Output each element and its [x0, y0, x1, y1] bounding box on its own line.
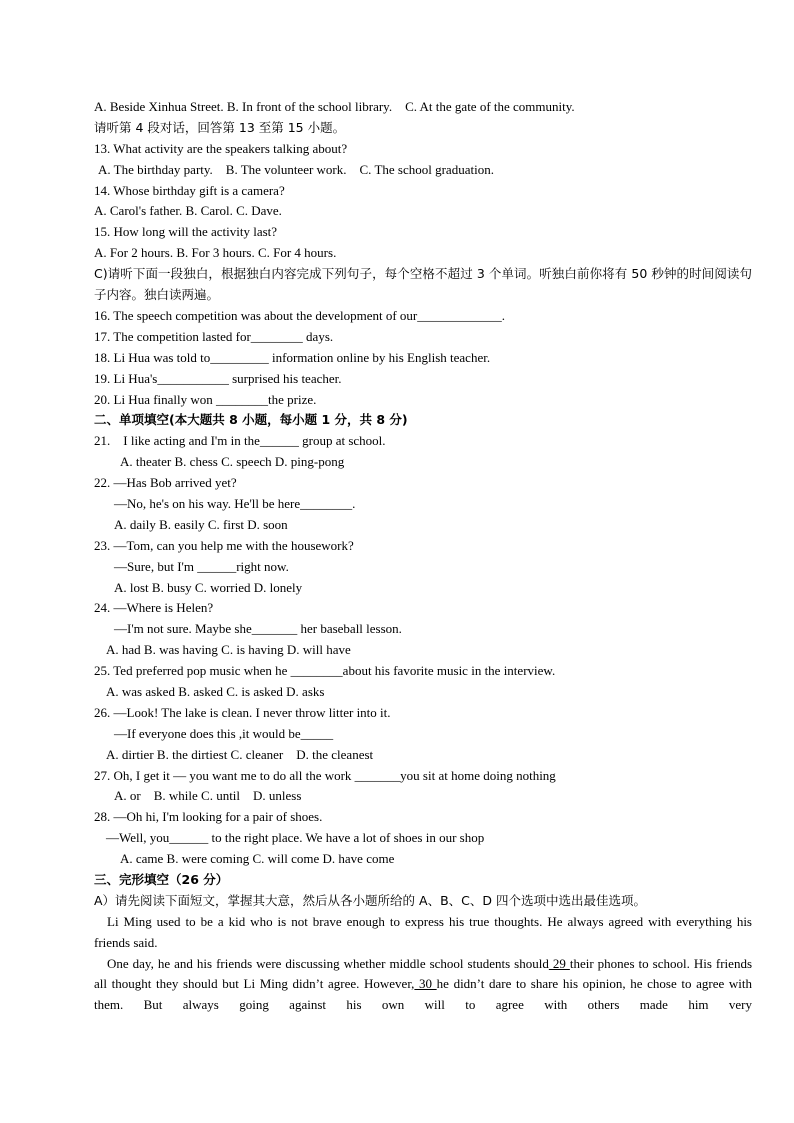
q15-options: A. For 2 hours. B. For 3 hours. C. For 4 hours.: [94, 245, 337, 261]
q23-reply: —Sure, but I'm ______right now.: [114, 558, 289, 574]
partA-instruction: A）请先阅读下面短文，掌握其大意，然后从各小题所给的 A、B、C、D 四个选项中选出最佳选项。: [94, 892, 646, 908]
blank-30: 30: [414, 976, 437, 992]
q18: 18. Li Hua was told to_________ information online by his English teacher.: [94, 349, 491, 365]
blank-29: 29: [548, 955, 570, 971]
section4-instruction: 请听第 4 段对话，回答第 13 至第 15 小题。: [94, 119, 346, 135]
q15-stem: 15. How long will the activity last?: [94, 224, 278, 240]
section2-title: 二、单项填空(本大题共 8 小题，每小题 1 分，共 8 分): [94, 412, 408, 428]
q22-stem: 22. —Has Bob arrived yet?: [94, 475, 237, 491]
para2-text-a: One day, he and his friends were discussing whether middle school students should: [107, 955, 549, 971]
q28-options: A. came B. were coming C. will come D. have come: [120, 851, 395, 867]
q14-stem: 14. Whose birthday gift is a camera?: [94, 182, 285, 198]
q24-reply: —I'm not sure. Maybe she_______ her baseball lesson.: [114, 621, 402, 637]
passage-paragraph-1: Li Ming used to be a kid who is not brave enough to express his true thoughts. He always agreed with everything his friends said.: [94, 913, 752, 950]
q21-stem: 21. I like acting and I'm in the______ group at school.: [94, 433, 386, 449]
para2-text-c: he didn’t dare to share his opinion, he chose to agree with them. But always going against his own will to agree with others made him very: [94, 976, 753, 1013]
partC-instruction: C)请听下面一段独白，根据独白内容完成下列句子，每个空格不超过 3 个单词。听独白前你将有 50 秒钟的时间阅读句子内容。独白读两遍。: [94, 266, 752, 303]
q22-reply: —No, he's on his way. He'll be here________.: [114, 495, 356, 511]
q16: 16. The speech competition was about the development of our_____________.: [94, 307, 505, 323]
q25-options: A. was asked B. asked C. is asked D. asks: [106, 683, 325, 699]
q24-options: A. had B. was having C. is having D. will have: [106, 642, 351, 658]
q24-stem: 24. —Where is Helen?: [94, 600, 214, 616]
exam-content: [94, 97, 752, 1016]
q23-options: A. lost B. busy C. worried D. lonely: [114, 579, 303, 595]
q19: 19. Li Hua's___________ surprised his teacher.: [94, 370, 342, 386]
q22-options: A. daily B. easily C. first D. soon: [114, 516, 288, 532]
q23-stem: 23. —Tom, can you help me with the housework?: [94, 537, 354, 553]
q13-stem: 13. What activity are the speakers talking about?: [94, 140, 348, 156]
q26-options: A. dirtier B. the dirtiest C. cleaner D. the cleanest: [106, 746, 374, 762]
q14-options: A. Carol's father. B. Carol. C. Dave.: [94, 203, 282, 219]
q28-reply: —Well, you______ to the right place. We have a lot of shoes in our shop: [106, 830, 485, 846]
para2-text-b: their phones to school. His friends all thought they should but Li Ming didn’t agree. However,: [94, 955, 752, 992]
q17: 17. The competition lasted for________ days.: [94, 328, 334, 344]
section3-title: 三、完形填空（26 分）: [94, 871, 229, 887]
q12-options: A. Beside Xinhua Street. B. In front of the school library. C. At the gate of the community.: [94, 99, 575, 114]
q20: 20. Li Hua finally won ________the prize.: [94, 391, 317, 407]
q27-options: A. or B. while C. until D. unless: [114, 788, 302, 804]
q21-options: A. theater B. chess C. speech D. ping-pong: [120, 454, 345, 470]
q26-reply: —If everyone does this ,it would be_____: [114, 725, 334, 741]
q25-stem: 25. Ted preferred pop music when he ________about his favorite music in the interview.: [94, 663, 556, 679]
q13-options: A. The birthday party. B. The volunteer work. C. The school graduation.: [98, 161, 494, 177]
q27-stem: 27. Oh, I get it — you want me to do all the work _______you sit at home doing nothing: [94, 767, 556, 783]
passage-paragraph-2: [94, 954, 752, 1017]
q28-stem: 28. —Oh hi, I'm looking for a pair of shoes.: [94, 809, 323, 825]
q26-stem: 26. —Look! The lake is clean. I never throw litter into it.: [94, 704, 391, 720]
